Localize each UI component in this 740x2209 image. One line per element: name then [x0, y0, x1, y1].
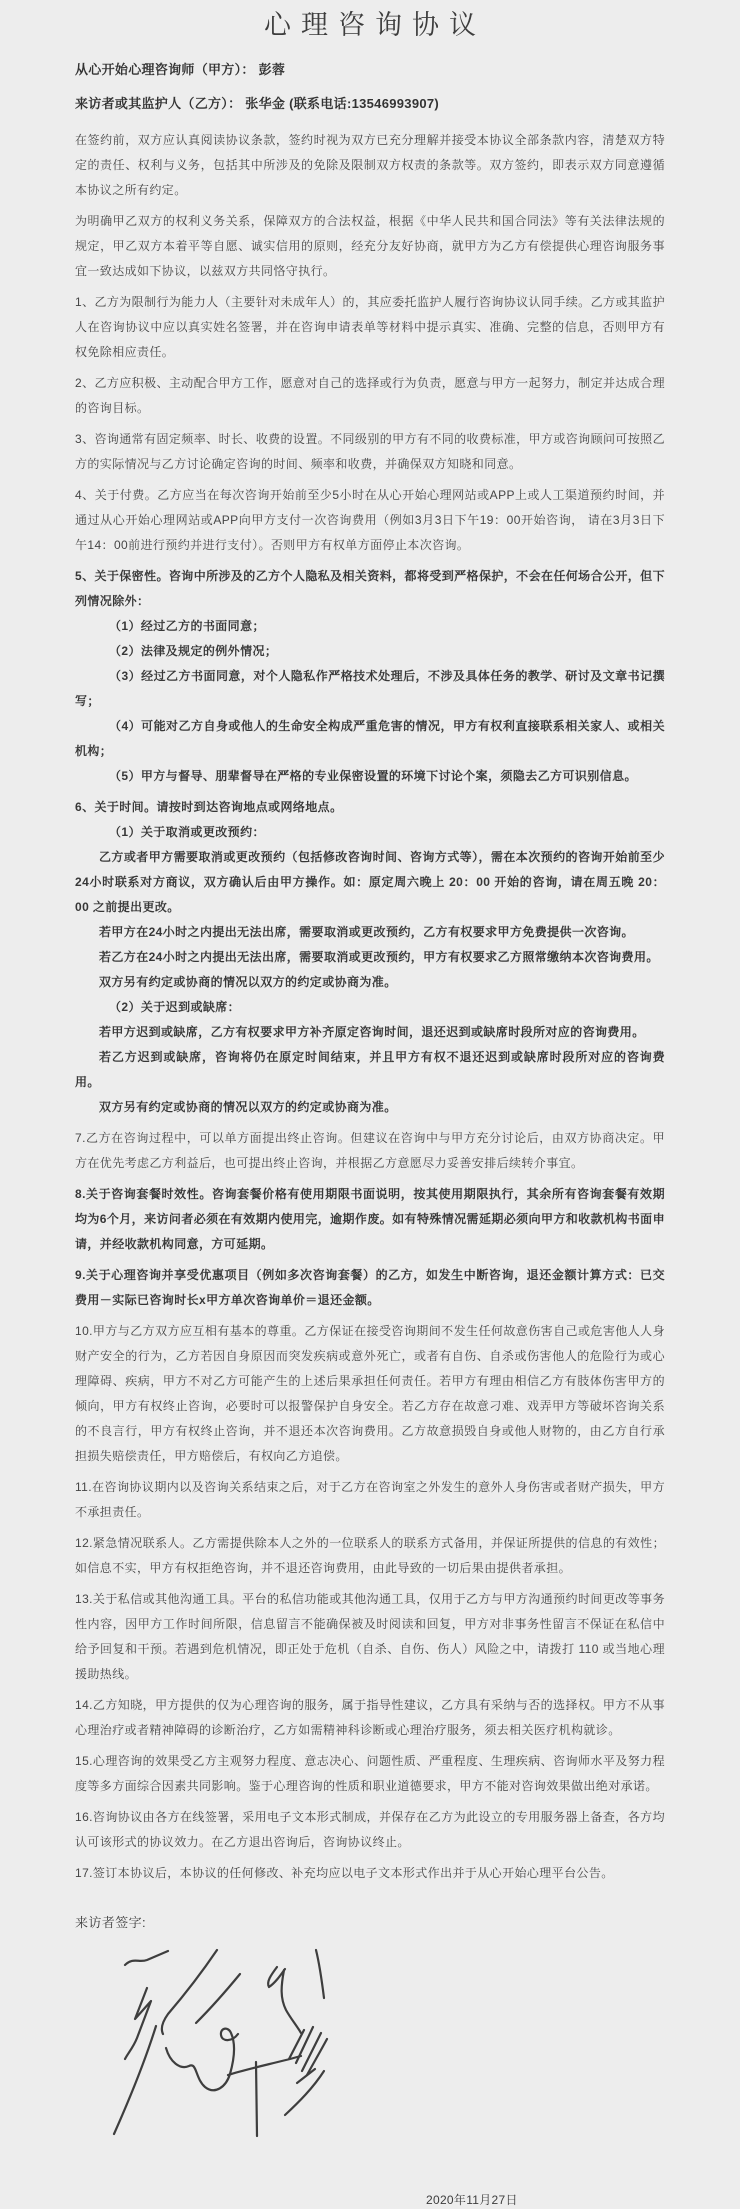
clause-paragraph: 乙方或者甲方需要取消或更改预约（包括修改咨询时间、咨询方式等），需在本次预约的咨询开始前至少24小时联系对方商议，双方确认后由甲方操作。如：原定周六晚上 20：00 开始的咨询，请在周五晚 20：00 之前提出更改。: [75, 850, 665, 914]
intro-paragraph: 在签约前，双方应认真阅读协议条款，签约时视为双方已充分理解并接受本协议全部条款内容，清楚双方特定的责任、权利与义务，包括其中所涉及的免除及限制双方权责的条款等。双方签约，即表示双方同意遵循本协议之所有约定。: [75, 133, 665, 197]
agreement-body: [75, 128, 665, 1886]
signature-stroke: [125, 1951, 168, 1965]
clause-paragraph: 12.紧急情况联系人。乙方需提供除本人之外的一位联系人的联系方式备用，并保证所提供的信息的有效性；如信息不实，甲方有权拒绝咨询，并不退还咨询费用，由此导致的一切后果由提供者承担。: [75, 1536, 665, 1575]
clause-paragraph: 1、乙方为限制行为能力人（主要针对未成年人）的，其应委托监护人履行咨询协议认同手续。乙方或其监护人在咨询协议中应以真实姓名签署，并在咨询申请表单等材料中提示真实、准确、完整的信息，否则甲方有权免除相应责任。: [75, 295, 665, 359]
signature-stroke: [256, 2062, 257, 2136]
signature-stroke: [297, 2069, 315, 2083]
signature-stroke: [316, 1950, 324, 1998]
clause-paragraph: 若乙方迟到或缺席，咨询将仍在原定时间结束，并且甲方有权不退还迟到或缺席时段所对应的咨询费用。: [75, 1050, 665, 1089]
clause-paragraph: 16.咨询协议由各方在线签署，采用电子文本形式制成，并保存在乙方为此设立的专用服务器上备查，各方均认可该形式的协议效力。在乙方退出咨询后，咨询协议终止。: [75, 1810, 665, 1849]
signature-stroke: [166, 2029, 238, 2091]
clause-paragraph: （2）法律及规定的例外情况；: [109, 644, 278, 658]
clause-paragraph: 9.关于心理咨询并享受优惠项目（例如多次咨询套餐）的乙方，如发生中断咨询，退还金额计算方式：已交费用－实际已咨询时长x甲方单次咨询单价＝退还金额。: [75, 1268, 665, 1307]
clause-paragraph: 8.关于咨询套餐时效性。咨询套餐价格有使用期限书面说明，按其使用期限执行，其余所有咨询套餐有效期均为6个月，来访问者必须在有效期内使用完，逾期作废。如有特殊情况需延期必须向甲方和收款机构书面申请，并经收款机构同意，方可延期。: [75, 1187, 665, 1251]
clause-paragraph: 11.在咨询协议期内以及咨询关系结束之后，对于乙方在咨询室之外发生的意外人身伤害或者财产损失，甲方不承担责任。: [75, 1480, 665, 1519]
clause-paragraph: 双方另有约定或协商的情况以双方的约定或协商为准。: [99, 1100, 397, 1114]
clause-paragraph: 若甲方在24小时之内提出无法出席，需要取消或更改预约，乙方有权要求甲方免费提供一次咨询。: [99, 925, 634, 939]
signing-date: 2020年11月27日: [426, 2193, 518, 2207]
clause-paragraph: 17.签订本协议后，本协议的任何修改、补充均应以电子文本形式作出并于从心开始心理平台公告。: [75, 1866, 614, 1880]
clause-paragraph: 双方另有约定或协商的情况以双方的约定或协商为准。: [99, 975, 397, 989]
clause-paragraph: （2）关于迟到或缺席：: [109, 1000, 241, 1014]
clause-paragraph: （1）经过乙方的书面同意；: [109, 619, 265, 633]
clause-paragraph: 6、关于时间。请按时到达咨询地点或网络地点。: [75, 800, 343, 814]
clause-paragraph: （1）关于取消或更改预约：: [109, 825, 265, 839]
party-b-line: 来访者或其监护人（乙方）： 张华金 (联系电话:13546993907): [75, 96, 440, 111]
party-a-line: 从心开始心理咨询师（甲方）： 彭蓉: [75, 62, 286, 77]
clause-paragraph: 13.关于私信或其他沟通工具。平台的私信功能或其他沟通工具，仅用于乙方与甲方沟通预约时间更改等事务性内容，因甲方工作时间所限，信息留言不能确保被及时阅读和回复，甲方对非事务性留言不保证在私信中给予回复和干预。若遇到危机情况，即正处于危机（自杀、自伤、伤人）风险之中，请拨打 110 或当地心理援助热线。: [75, 1592, 665, 1681]
clause-paragraph: （3）经过乙方书面同意，对个人隐私作严格技术处理后，不涉及具体任务的教学、研讨及文章书记撰写；: [75, 669, 665, 708]
visitor-signature: [80, 1938, 400, 2168]
clause-paragraph: 若甲方迟到或缺席，乙方有权要求甲方补齐原定咨询时间，退还迟到或缺席时段所对应的咨询费用。: [99, 1025, 645, 1039]
clause-paragraph: 若乙方在24小时之内提出无法出席，需要取消或更改预约，甲方有权要求乙方照常缴纳本次咨询费用。: [99, 950, 659, 964]
signature-stroke: [125, 1988, 151, 2059]
clause-paragraph: 7.乙方在咨询过程中，可以单方面提出终止咨询。但建议在咨询中与甲方充分讨论后，由双方协商决定。甲方在优先考虑乙方利益后，也可提出终止咨询，并根据乙方意愿尽力妥善安排后续转介事宜。: [75, 1131, 665, 1170]
clause-paragraph: 2、乙方应积极、主动配合甲方工作，愿意对自己的选择或行为负责，愿意与甲方一起努力，制定并达成合理的咨询目标。: [75, 376, 665, 415]
signature-stroke: [289, 2027, 327, 2075]
clause-paragraph: （5）甲方与督导、朋辈督导在严格的专业保密设置的环境下讨论个案，须隐去乙方可识别信息。: [109, 769, 637, 783]
clause-paragraph: 4、关于付费。乙方应当在每次咨询开始前至少5小时在从心开始心理网站或APP上或人工渠道预约时间，并通过从心开始心理网站或APP向甲方支付一次咨询费用（例如3月3日下午19：00开始咨询， 请在3月3日下午14：00前进行预约并进行支付）。否则甲方有权单方面停止本次咨询。: [75, 488, 665, 552]
signature-stroke: [196, 1974, 240, 2023]
clause-paragraph: （4）可能对乙方自身或他人的生命安全构成严重危害的情况，甲方有权利直接联系相关家人、或相关机构；: [75, 719, 665, 758]
signature-label: 来访者签字:: [75, 1915, 147, 1930]
clause-paragraph: 3、咨询通常有固定频率、时长、收费的设置。不同级别的甲方有不同的收费标准，甲方或咨询顾问可按照乙方的实际情况与乙方讨论确定咨询的时间、频率和收费，并确保双方知晓和同意。: [75, 432, 665, 471]
clauses-section: [75, 290, 665, 1886]
clause-paragraph: 14.乙方知晓，甲方提供的仅为心理咨询的服务，属于指导性建议，乙方具有采纳与否的选择权。甲方不从事心理治疗或者精神障碍的诊断治疗，乙方如需精神科诊断或心理治疗服务，须去相关医疗机构就诊。: [75, 1698, 665, 1737]
signature-stroke: [282, 1970, 301, 2033]
clause-paragraph: 15.心理咨询的效果受乙方主观努力程度、意志决心、问题性质、严重程度、生理疾病、咨询师水平及努力程度等多方面综合因素共同影响。鉴于心理咨询的性质和职业道德要求，甲方不能对咨询效果做出绝对承诺。: [75, 1754, 665, 1793]
intro-paragraph: 为明确甲乙双方的权利义务关系，保障双方的合法权益，根据《中华人民共和国合同法》等有关法律法规的规定，甲乙双方本着平等自愿、诚实信用的原则，经充分友好协商，就甲方为乙方有偿提供心理咨询服务事宜一致达成如下协议，以兹双方共同恪守执行。: [75, 214, 665, 278]
intro-section: [75, 128, 665, 284]
page-title: 心理咨询协议: [264, 10, 486, 40]
signature-stroke: [162, 1950, 217, 2034]
clause-paragraph: 10.甲方与乙方双方应互相有基本的尊重。乙方保证在接受咨询期间不发生任何故意伤害自己或危害他人人身财产安全的行为，乙方若因自身原因而突发疾病或意外死亡，或者有自伤、自杀或伤害他人的危险行为或心理障碍、疾病，甲方不对乙方可能产生的上述后果承担任何责任。若甲方有理由相信乙方有肢体伤害甲方的倾向，甲方有权终止咨询，必要时可以报警保护自身安全。若乙方存在故意刁难、戏弄甲方等破坏咨询关系的不良言行，甲方有权终止咨询，并不退还本次咨询费用。乙方故意损毁自身或他人财物的，由乙方自行承担损失赔偿责任，甲方赔偿后，有权向乙方追偿。: [75, 1324, 665, 1463]
clause-paragraph: 5、关于保密性。咨询中所涉及的乙方个人隐私及相关资料，都将受到严格保护，不会在任何场合公开，但下列情况除外：: [75, 569, 665, 608]
